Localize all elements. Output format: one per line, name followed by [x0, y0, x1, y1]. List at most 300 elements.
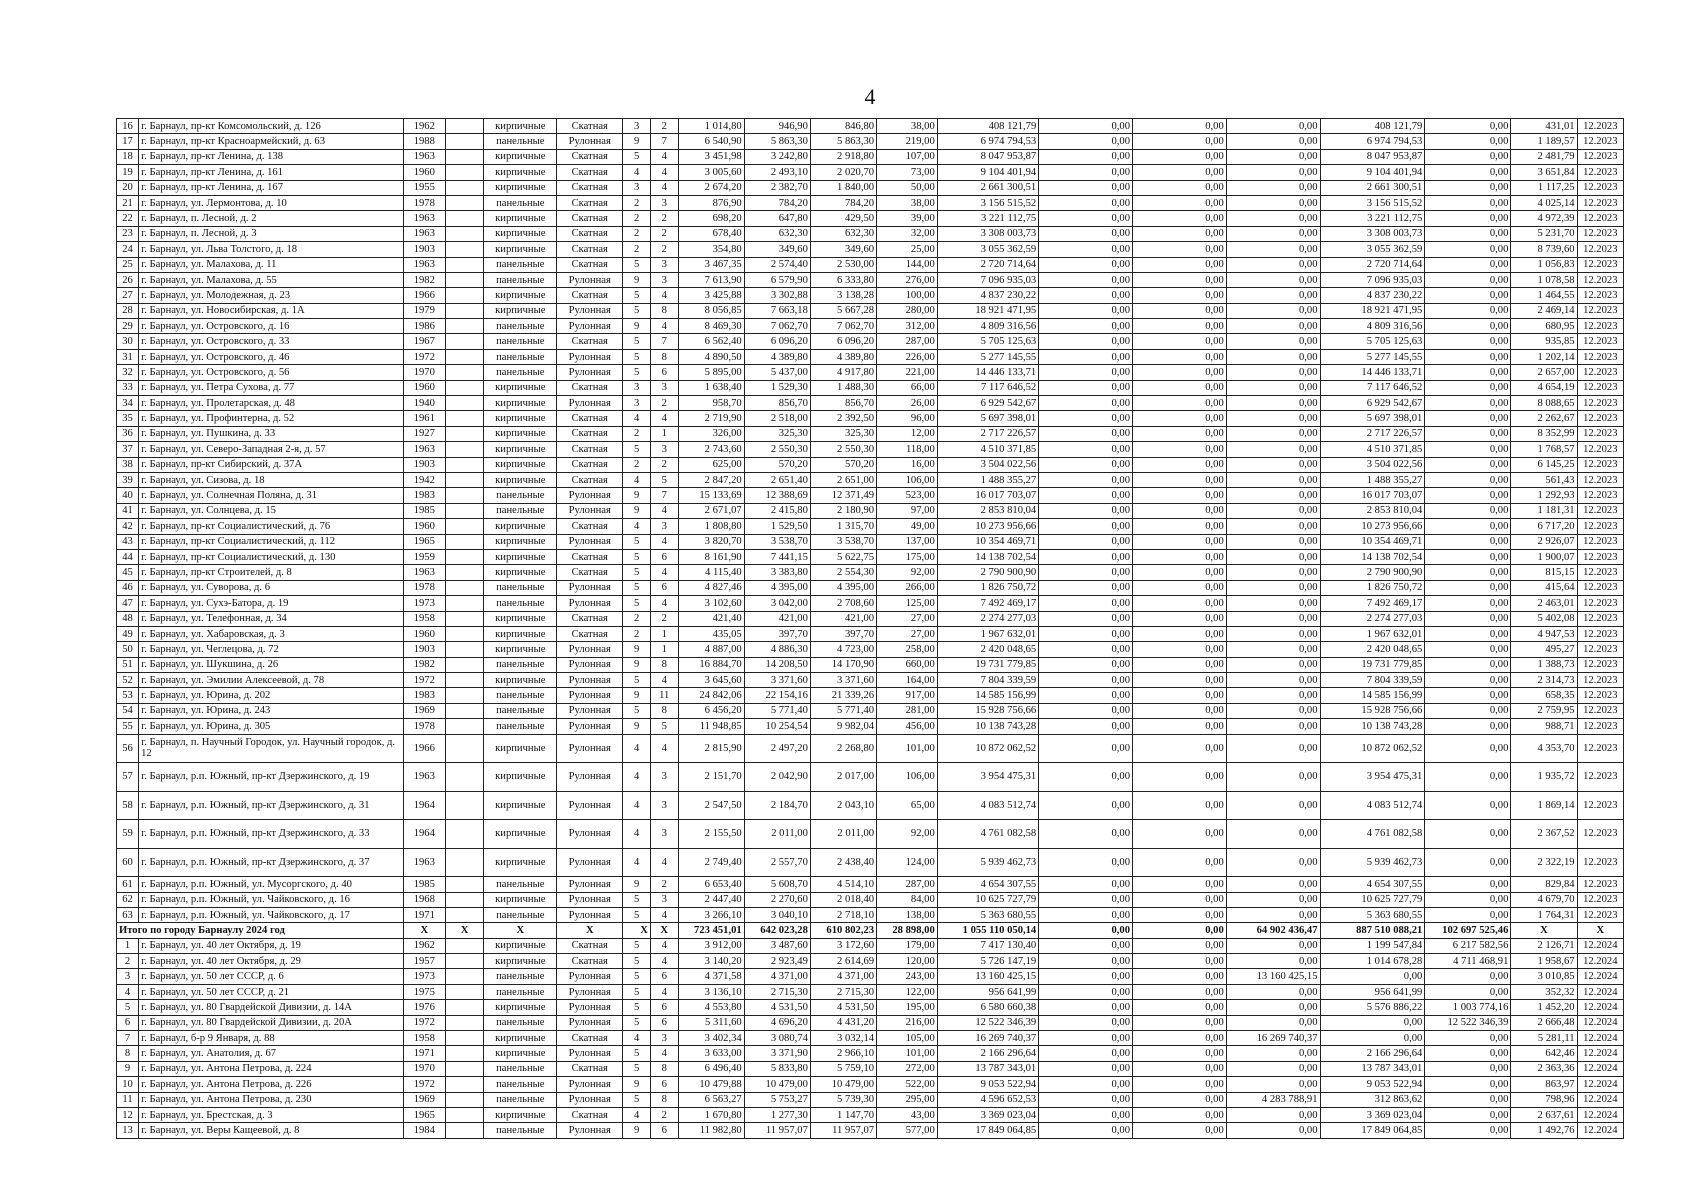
- cell-date: 12.2024: [1577, 1077, 1623, 1092]
- cell-a1: 2 815,90: [678, 734, 744, 763]
- cell-f1: 0,00: [1039, 1077, 1133, 1092]
- cell-fl: 5: [623, 288, 651, 303]
- cell-addr: г. Барнаул, р.п. Южный, ул. Мусоргского, д. 40: [139, 877, 404, 892]
- cell-n: 9: [117, 1061, 139, 1076]
- cell-f1: 0,00: [1039, 442, 1133, 457]
- cell-n: 27: [117, 288, 139, 303]
- cell-f2: 0,00: [1133, 457, 1227, 472]
- cell-f4: 1 967 632,01: [1320, 626, 1425, 641]
- cell-f3: 0,00: [1226, 288, 1320, 303]
- cell-f5: 0,00: [1425, 1031, 1511, 1046]
- cell-per: 495,27: [1511, 642, 1577, 657]
- cell-wall: панельные: [484, 984, 557, 999]
- cell-addr: г. Барнаул, ул. Пушкина, д. 33: [139, 426, 404, 441]
- cell-f4: 5 363 680,55: [1320, 907, 1425, 922]
- cell-a3: 4 431,20: [810, 1015, 876, 1030]
- cell-f3: 0,00: [1226, 1077, 1320, 1092]
- cell-per: 1 464,55: [1511, 288, 1577, 303]
- cell-a2: 5 753,27: [744, 1092, 810, 1107]
- cell-n: 2: [117, 954, 139, 969]
- cell-fl: 4: [623, 763, 651, 792]
- cell-year: 1972: [403, 1015, 445, 1030]
- cell-wall: кирпичные: [484, 380, 557, 395]
- cell-f4: 2 420 048,65: [1320, 642, 1425, 657]
- cell-n: 37: [117, 442, 139, 457]
- total-label: Итого по городу Барнаулу 2024 год: [117, 923, 404, 938]
- cell-n: 62: [117, 892, 139, 907]
- cell-ent: 3: [650, 272, 678, 287]
- cell-p: 96,00: [877, 411, 938, 426]
- table-row: [117, 457, 1624, 472]
- cell-a1: 4 553,80: [678, 1000, 744, 1015]
- cell-cost: 5 363 680,55: [937, 907, 1038, 922]
- cell-f5: 0,00: [1425, 503, 1511, 518]
- cell-roof: Рулонная: [557, 734, 623, 763]
- cell-f1: 0,00: [1039, 1046, 1133, 1061]
- cell-f2: 0,00: [1133, 334, 1227, 349]
- cell-a3: 5 622,75: [810, 549, 876, 564]
- cell-ent: 6: [650, 549, 678, 564]
- cell-date: 12.2024: [1577, 1000, 1623, 1015]
- cell-f4: 3 954 475,31: [1320, 763, 1425, 792]
- cell-p: 281,00: [877, 703, 938, 718]
- cell-addr: г. Барнаул, ул. Северо-Западная 2-я, д. 57: [139, 442, 404, 457]
- cell-n: 36: [117, 426, 139, 441]
- cell-a2: 5 608,70: [744, 877, 810, 892]
- table-row: [117, 288, 1624, 303]
- table-row: [117, 195, 1624, 210]
- cell-ent: 8: [650, 303, 678, 318]
- cell-a1: 723 451,01: [678, 923, 744, 938]
- cell-ent: 2: [650, 119, 678, 134]
- cell-year: 1983: [403, 488, 445, 503]
- cell-a1: 6 456,20: [678, 703, 744, 718]
- cell-fl: 4: [623, 1031, 651, 1046]
- cell-a2: 1 277,30: [744, 1107, 810, 1122]
- cell-ent: 3: [650, 195, 678, 210]
- cell-wall: панельные: [484, 1015, 557, 1030]
- cell-e: [445, 257, 484, 272]
- cell-ent: 4: [650, 165, 678, 180]
- cell-addr: г. Барнаул, ул. Солнечная Поляна, д. 31: [139, 488, 404, 503]
- cell-a3: 4 395,00: [810, 580, 876, 595]
- cell-f1: 0,00: [1039, 892, 1133, 907]
- cell-a2: 2 923,49: [744, 954, 810, 969]
- cell-f3: 0,00: [1226, 534, 1320, 549]
- cell-f3: 0,00: [1226, 1015, 1320, 1030]
- cell-cost: 4 083 512,74: [937, 791, 1038, 820]
- cell-per: 829,84: [1511, 877, 1577, 892]
- cell-p: 272,00: [877, 1061, 938, 1076]
- cell-n: 31: [117, 349, 139, 364]
- cell-year: 1963: [403, 257, 445, 272]
- cell-f5: 0,00: [1425, 791, 1511, 820]
- cell-f1: 0,00: [1039, 820, 1133, 849]
- cell-date: 12.2024: [1577, 969, 1623, 984]
- cell-a3: 2 918,80: [810, 149, 876, 164]
- cell-date: 12.2023: [1577, 165, 1623, 180]
- cell-ent: 7: [650, 134, 678, 149]
- cell-a3: 2 550,30: [810, 442, 876, 457]
- cell-date: 12.2023: [1577, 549, 1623, 564]
- cell-a3: 2 708,60: [810, 596, 876, 611]
- cell-f1: 0,00: [1039, 1000, 1133, 1015]
- cell-n: 10: [117, 1077, 139, 1092]
- cell-e: [445, 791, 484, 820]
- cell-ent: 11: [650, 688, 678, 703]
- cell-f1: 0,00: [1039, 580, 1133, 595]
- cell-a2: 3 371,60: [744, 673, 810, 688]
- cell-year: 1959: [403, 549, 445, 564]
- cell-f3: 0,00: [1226, 195, 1320, 210]
- cell-a3: 3 172,60: [810, 938, 876, 953]
- cell-cost: 10 138 743,28: [937, 719, 1038, 734]
- cell-date: 12.2023: [1577, 457, 1623, 472]
- cell-f5: 0,00: [1425, 820, 1511, 849]
- cell-a3: 784,20: [810, 195, 876, 210]
- cell-f2: 0,00: [1133, 673, 1227, 688]
- cell-f1: 0,00: [1039, 848, 1133, 877]
- cell-f3: 0,00: [1226, 1107, 1320, 1122]
- cell-f4: 17 849 064,85: [1320, 1123, 1425, 1138]
- cell-a2: 11 957,07: [744, 1123, 810, 1138]
- cell-roof: Рулонная: [557, 820, 623, 849]
- cell-f1: 0,00: [1039, 457, 1133, 472]
- cell-year: 1963: [403, 226, 445, 241]
- cell-f1: 0,00: [1039, 549, 1133, 564]
- cell-per: 1 768,57: [1511, 442, 1577, 457]
- cell-year: 1964: [403, 791, 445, 820]
- cell-fl: 5: [623, 892, 651, 907]
- cell-f2: 0,00: [1133, 211, 1227, 226]
- cell-f2: 0,00: [1133, 226, 1227, 241]
- cell-p: 73,00: [877, 165, 938, 180]
- cell-f3: 13 160 425,15: [1226, 969, 1320, 984]
- cell-a2: 5 437,00: [744, 365, 810, 380]
- cell-per: 431,01: [1511, 119, 1577, 134]
- cell-a1: 4 827,46: [678, 580, 744, 595]
- cell-per: 1 117,25: [1511, 180, 1577, 195]
- cell-addr: г. Барнаул, пр-кт Социалистический, д. 130: [139, 549, 404, 564]
- cell-per: 1 292,93: [1511, 488, 1577, 503]
- cell-p: 660,00: [877, 657, 938, 672]
- cell-fl: 5: [623, 580, 651, 595]
- cell-a2: 3 040,10: [744, 907, 810, 922]
- table-row: [117, 442, 1624, 457]
- cell-p: 38,00: [877, 119, 938, 134]
- cell-e: [445, 848, 484, 877]
- cell-n: 34: [117, 396, 139, 411]
- cell-f1: 0,00: [1039, 242, 1133, 257]
- cell-f1: 0,00: [1039, 519, 1133, 534]
- cell-a2: 946,90: [744, 119, 810, 134]
- cell-wall: кирпичные: [484, 149, 557, 164]
- cell-date: 12.2023: [1577, 288, 1623, 303]
- cell-a3: 5 739,30: [810, 1092, 876, 1107]
- cell-year: 1965: [403, 1107, 445, 1122]
- cell-e: [445, 719, 484, 734]
- cell-per: 3 651,84: [1511, 165, 1577, 180]
- cell-f5: 0,00: [1425, 534, 1511, 549]
- cell-a2: 2 011,00: [744, 820, 810, 849]
- cell-cost: 408 121,79: [937, 119, 1038, 134]
- cell-f5: 0,00: [1425, 426, 1511, 441]
- cell-p: 138,00: [877, 907, 938, 922]
- cell-f5: 0,00: [1425, 272, 1511, 287]
- cell-year: 1963: [403, 211, 445, 226]
- cell-ent: 7: [650, 334, 678, 349]
- cell-year: X: [403, 923, 445, 938]
- cell-f1: 0,00: [1039, 534, 1133, 549]
- cell-f3: 0,00: [1226, 763, 1320, 792]
- cell-roof: Скатная: [557, 211, 623, 226]
- cell-f3: 0,00: [1226, 611, 1320, 626]
- cell-n: 26: [117, 272, 139, 287]
- cell-f2: 0,00: [1133, 380, 1227, 395]
- cell-date: 12.2023: [1577, 303, 1623, 318]
- cell-roof: Рулонная: [557, 673, 623, 688]
- cell-e: [445, 688, 484, 703]
- cell-roof: Скатная: [557, 611, 623, 626]
- cell-roof: Скатная: [557, 472, 623, 487]
- cell-year: 1972: [403, 673, 445, 688]
- table-row: [117, 119, 1624, 134]
- cell-per: 2 363,36: [1511, 1061, 1577, 1076]
- cell-roof: Рулонная: [557, 1046, 623, 1061]
- cell-fl: 5: [623, 1015, 651, 1030]
- cell-f1: 0,00: [1039, 565, 1133, 580]
- cell-date: 12.2023: [1577, 703, 1623, 718]
- cell-f4: 3 156 515,52: [1320, 195, 1425, 210]
- cell-ent: 3: [650, 791, 678, 820]
- cell-a2: 2 415,80: [744, 503, 810, 518]
- cell-cost: 19 731 779,85: [937, 657, 1038, 672]
- cell-fl: 4: [623, 848, 651, 877]
- cell-wall: кирпичные: [484, 1000, 557, 1015]
- cell-year: 1968: [403, 892, 445, 907]
- cell-f5: 0,00: [1425, 580, 1511, 595]
- cell-year: 1966: [403, 288, 445, 303]
- cell-f4: 3 055 362,59: [1320, 242, 1425, 257]
- cell-e: [445, 503, 484, 518]
- cell-year: 1978: [403, 195, 445, 210]
- cell-a2: 6 579,90: [744, 272, 810, 287]
- cell-a3: 421,00: [810, 611, 876, 626]
- cell-f5: 0,00: [1425, 488, 1511, 503]
- cell-a2: 7 441,15: [744, 549, 810, 564]
- cell-f2: 0,00: [1133, 984, 1227, 999]
- cell-e: [445, 303, 484, 318]
- cell-fl: 5: [623, 1046, 651, 1061]
- cell-date: 12.2023: [1577, 892, 1623, 907]
- cell-cost: 18 921 471,95: [937, 303, 1038, 318]
- cell-n: 58: [117, 791, 139, 820]
- table-row: [117, 907, 1624, 922]
- cell-date: 12.2023: [1577, 380, 1623, 395]
- cell-f3: 0,00: [1226, 642, 1320, 657]
- cell-p: 65,00: [877, 791, 938, 820]
- cell-f4: 10 872 062,52: [1320, 734, 1425, 763]
- cell-roof: Скатная: [557, 288, 623, 303]
- cell-e: [445, 657, 484, 672]
- cell-a1: 1 670,80: [678, 1107, 744, 1122]
- cell-a1: 11 948,85: [678, 719, 744, 734]
- cell-wall: кирпичные: [484, 442, 557, 457]
- cell-f3: 0,00: [1226, 211, 1320, 226]
- cell-roof: Скатная: [557, 334, 623, 349]
- cell-f2: 0,00: [1133, 923, 1227, 938]
- cell-per: 2 637,61: [1511, 1107, 1577, 1122]
- cell-f4: 6 974 794,53: [1320, 134, 1425, 149]
- cell-fl: 2: [623, 211, 651, 226]
- cell-f5: 1 003 774,16: [1425, 1000, 1511, 1015]
- cell-f1: 0,00: [1039, 411, 1133, 426]
- cell-f2: 0,00: [1133, 877, 1227, 892]
- cell-date: 12.2023: [1577, 877, 1623, 892]
- cell-year: 1963: [403, 763, 445, 792]
- cell-cost: 17 849 064,85: [937, 1123, 1038, 1138]
- cell-f4: 3 308 003,73: [1320, 226, 1425, 241]
- cell-fl: 5: [623, 349, 651, 364]
- cell-f2: 0,00: [1133, 848, 1227, 877]
- table-row: [117, 626, 1624, 641]
- cell-per: 1 958,67: [1511, 954, 1577, 969]
- cell-date: 12.2023: [1577, 519, 1623, 534]
- cell-year: 1927: [403, 426, 445, 441]
- cell-e: [445, 1046, 484, 1061]
- cell-per: 2 463,01: [1511, 596, 1577, 611]
- cell-p: 917,00: [877, 688, 938, 703]
- buildings-table: [116, 118, 1624, 1139]
- cell-per: 1 189,57: [1511, 134, 1577, 149]
- cell-f4: 4 837 230,22: [1320, 288, 1425, 303]
- cell-f1: 0,00: [1039, 396, 1133, 411]
- cell-p: 312,00: [877, 319, 938, 334]
- cell-e: [445, 1015, 484, 1030]
- cell-e: [445, 211, 484, 226]
- cell-a1: 4 115,40: [678, 565, 744, 580]
- cell-f4: 8 047 953,87: [1320, 149, 1425, 164]
- cell-p: 295,00: [877, 1092, 938, 1107]
- cell-f4: 19 731 779,85: [1320, 657, 1425, 672]
- table-row: [117, 272, 1624, 287]
- cell-a3: 2 718,10: [810, 907, 876, 922]
- cell-cost: 13 787 343,01: [937, 1061, 1038, 1076]
- cell-e: [445, 1077, 484, 1092]
- cell-n: 24: [117, 242, 139, 257]
- cell-p: 107,00: [877, 149, 938, 164]
- cell-p: 32,00: [877, 226, 938, 241]
- cell-year: 1984: [403, 1123, 445, 1138]
- cell-cost: 13 160 425,15: [937, 969, 1038, 984]
- cell-e: [445, 734, 484, 763]
- cell-ent: 4: [650, 596, 678, 611]
- cell-cost: 16 269 740,37: [937, 1031, 1038, 1046]
- cell-wall: кирпичные: [484, 763, 557, 792]
- cell-f3: 0,00: [1226, 688, 1320, 703]
- cell-a1: 421,40: [678, 611, 744, 626]
- cell-cost: 1 826 750,72: [937, 580, 1038, 595]
- cell-f1: 0,00: [1039, 877, 1133, 892]
- cell-n: 33: [117, 380, 139, 395]
- cell-e: [445, 1000, 484, 1015]
- cell-n: 1: [117, 938, 139, 953]
- cell-f4: 3 369 023,04: [1320, 1107, 1425, 1122]
- cell-a3: 429,50: [810, 211, 876, 226]
- table-row: [117, 877, 1624, 892]
- cell-cost: 4 654 307,55: [937, 877, 1038, 892]
- cell-a1: 3 467,35: [678, 257, 744, 272]
- table-row: [117, 1123, 1624, 1138]
- table-row: [117, 1107, 1624, 1122]
- cell-a1: 15 133,69: [678, 488, 744, 503]
- cell-wall: кирпичные: [484, 1046, 557, 1061]
- cell-roof: Рулонная: [557, 1077, 623, 1092]
- cell-p: 92,00: [877, 565, 938, 580]
- cell-p: 101,00: [877, 1046, 938, 1061]
- cell-wall: кирпичные: [484, 472, 557, 487]
- cell-f2: 0,00: [1133, 907, 1227, 922]
- cell-a1: 7 613,90: [678, 272, 744, 287]
- cell-cost: 5 277 145,55: [937, 349, 1038, 364]
- table-row: [117, 1031, 1624, 1046]
- cell-f3: 0,00: [1226, 1061, 1320, 1076]
- cell-f1: 0,00: [1039, 380, 1133, 395]
- cell-cost: 3 055 362,59: [937, 242, 1038, 257]
- cell-f1: 0,00: [1039, 703, 1133, 718]
- cell-fl: 2: [623, 611, 651, 626]
- cell-a2: 5 771,40: [744, 703, 810, 718]
- cell-f2: 0,00: [1133, 1046, 1227, 1061]
- cell-a1: 1 638,40: [678, 380, 744, 395]
- cell-e: [445, 319, 484, 334]
- cell-f4: 7 096 935,03: [1320, 272, 1425, 287]
- table-row: [117, 1061, 1624, 1076]
- cell-fl: 9: [623, 134, 651, 149]
- cell-n: 30: [117, 334, 139, 349]
- cell-addr: г. Барнаул, ул. Эмилии Алексеевой, д. 78: [139, 673, 404, 688]
- cell-roof: Рулонная: [557, 877, 623, 892]
- cell-f2: 0,00: [1133, 820, 1227, 849]
- cell-fl: 2: [623, 226, 651, 241]
- cell-f4: 9 053 522,94: [1320, 1077, 1425, 1092]
- cell-f1: 0,00: [1039, 626, 1133, 641]
- cell-e: [445, 673, 484, 688]
- cell-f5: 0,00: [1425, 319, 1511, 334]
- cell-a3: 2 651,00: [810, 472, 876, 487]
- cell-n: 57: [117, 763, 139, 792]
- cell-per: 561,43: [1511, 472, 1577, 487]
- cell-a1: 2 447,40: [678, 892, 744, 907]
- cell-ent: 8: [650, 349, 678, 364]
- cell-f3: 0,00: [1226, 134, 1320, 149]
- cell-f1: 0,00: [1039, 257, 1133, 272]
- cell-n: 56: [117, 734, 139, 763]
- cell-p: 101,00: [877, 734, 938, 763]
- cell-p: 124,00: [877, 848, 938, 877]
- cell-ent: 6: [650, 969, 678, 984]
- cell-f2: 0,00: [1133, 763, 1227, 792]
- cell-f2: 0,00: [1133, 1000, 1227, 1015]
- cell-a3: 4 389,80: [810, 349, 876, 364]
- cell-per: 2 367,52: [1511, 820, 1577, 849]
- cell-roof: Рулонная: [557, 719, 623, 734]
- cell-f4: 4 809 316,56: [1320, 319, 1425, 334]
- cell-addr: г. Барнаул, ул. 40 лет Октября, д. 29: [139, 954, 404, 969]
- table-row: [117, 688, 1624, 703]
- cell-fl: 5: [623, 938, 651, 953]
- cell-date: 12.2023: [1577, 365, 1623, 380]
